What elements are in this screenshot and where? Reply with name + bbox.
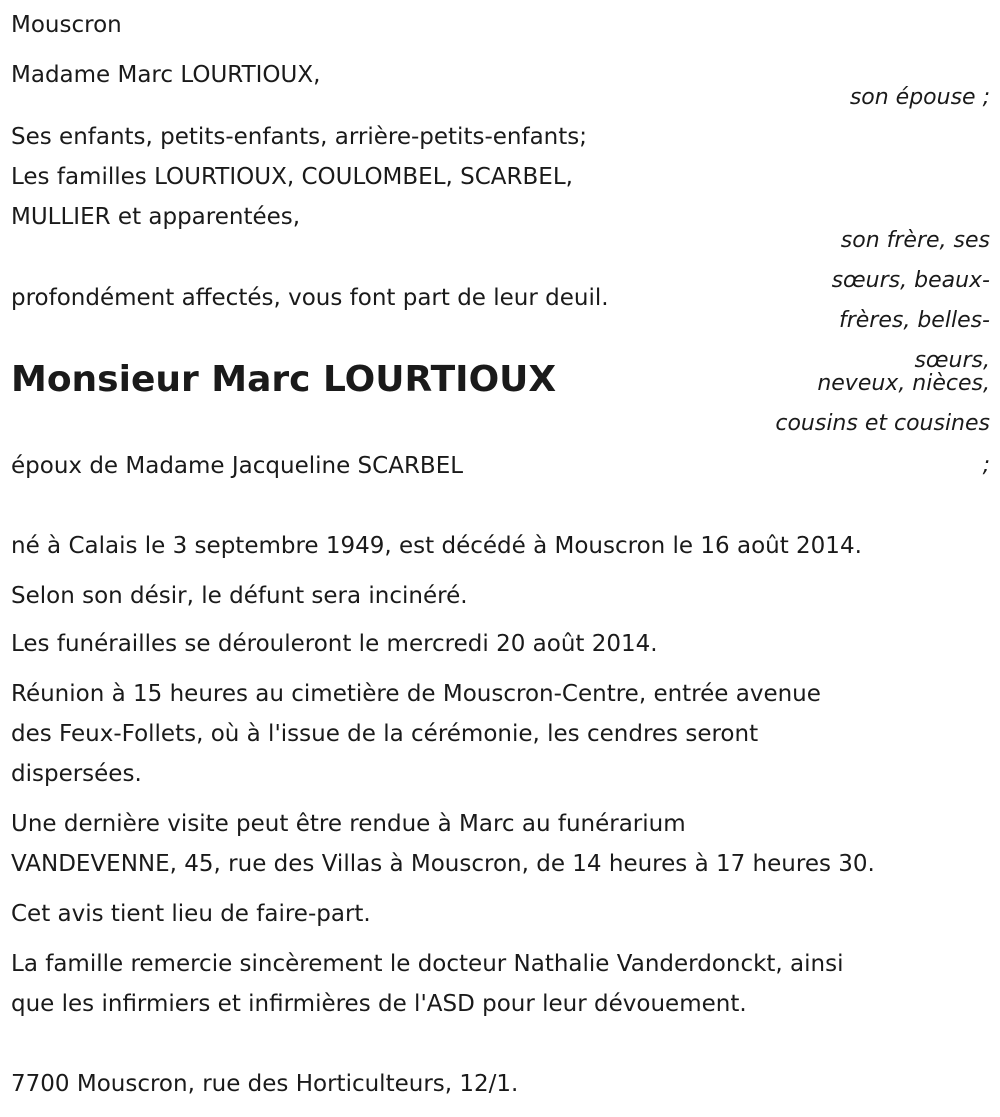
- funeral-date-line: Les funérailles se dérouleront le mercredi 20 août 2014.: [11, 631, 658, 657]
- cremation-line: Selon son désir, le défunt sera incinéré.: [11, 583, 468, 609]
- birth-death-line: né à Calais le 3 septembre 1949, est décédé à Mouscron le 16 août 2014.: [11, 533, 862, 559]
- address-line: 7700 Mouscron, rue des Horticulteurs, 12/1.: [11, 1071, 519, 1097]
- family-relation-line-6: cousins et cousines: [775, 411, 990, 436]
- visit-line-1: Une dernière visite peut être rendue à Marc au funérarium: [11, 811, 686, 837]
- meeting-line-2: des Feux-Follets, où à l'issue de la cérémonie, les cendres seront: [11, 721, 759, 747]
- thanks-line-2: que les infirmiers et infirmières de l'ASD pour leur dévouement.: [11, 991, 747, 1017]
- family-relation-line-4: sœurs,: [914, 348, 990, 373]
- affected-line: profondément affectés, vous font part de leur deuil.: [11, 285, 609, 311]
- visit-line-2: VANDEVENNE, 45, rue des Villas à Mouscron, de 14 heures à 17 heures 30.: [11, 851, 875, 877]
- notice-line: Cet avis tient lieu de faire-part.: [11, 901, 371, 927]
- family-relation-line-2: sœurs, beaux-: [831, 268, 990, 293]
- meeting-line-1: Réunion à 15 heures au cimetière de Mouscron-Centre, entrée avenue: [11, 681, 821, 707]
- family-relation-line-1: son frère, ses: [840, 228, 990, 253]
- meeting-line-3: dispersées.: [11, 761, 142, 787]
- widow-relation: son épouse ;: [849, 85, 990, 110]
- deceased-name: Monsieur Marc LOURTIOUX: [11, 359, 557, 400]
- family-relation-line-7: ;: [982, 453, 990, 478]
- family-line-2: Les familles LOURTIOUX, COULOMBEL, SCARBEL,: [11, 164, 573, 190]
- thanks-line-1: La famille remercie sincèrement le docteur Nathalie Vanderdonckt, ainsi: [11, 951, 844, 977]
- family-line-3: MULLIER et apparentées,: [11, 204, 301, 230]
- family-relation-line-3: frères, belles-: [838, 308, 990, 333]
- family-line-1: Ses enfants, petits-enfants, arrière-petits-enfants;: [11, 124, 587, 150]
- spouse-line: époux de Madame Jacqueline SCARBEL: [11, 453, 464, 479]
- widow-name: Madame Marc LOURTIOUX,: [11, 62, 321, 88]
- family-relation-line-5: neveux, nièces,: [817, 371, 990, 396]
- location-heading: Mouscron: [11, 12, 122, 38]
